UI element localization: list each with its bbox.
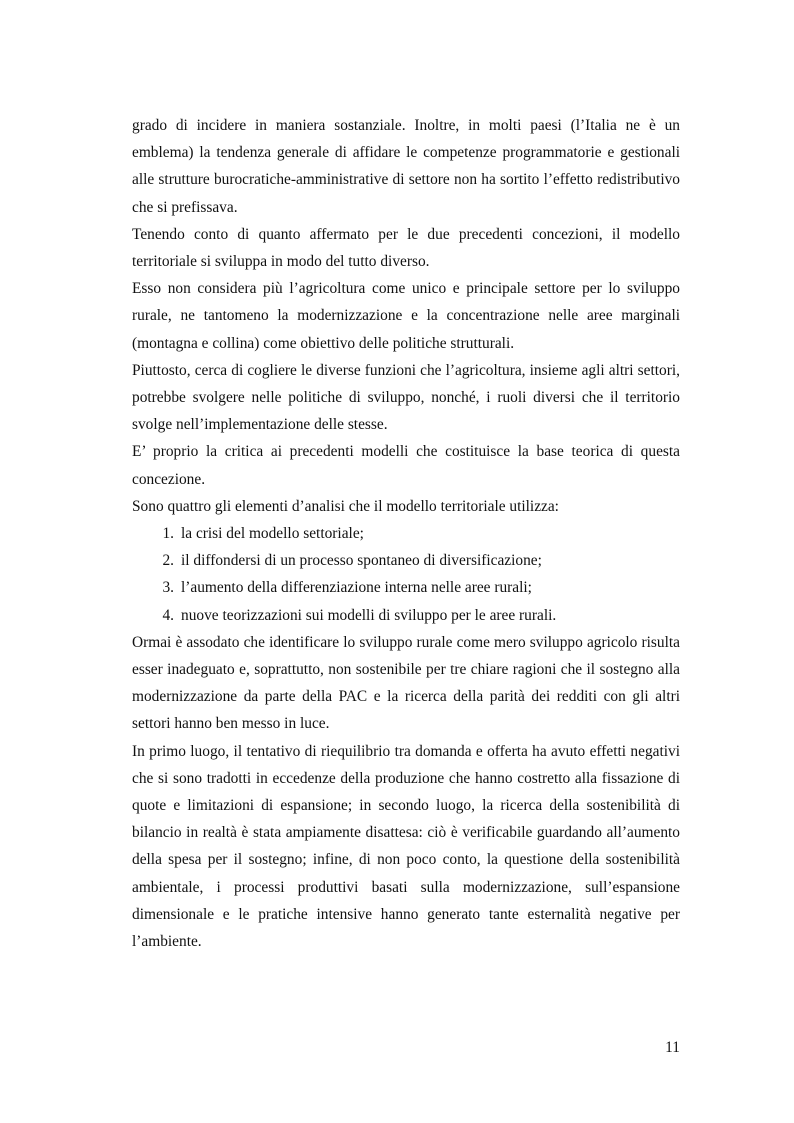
list-item-text: nuove teorizzazioni sui modelli di sviluppo per le aree rurali. [181,606,557,624]
list-item [132,602,680,629]
paragraph: E’ proprio la critica ai precedenti modelli che costituisce la base teorica di questa concezione. [132,443,680,488]
list-item [132,520,680,547]
list-number: 3. [162,579,174,597]
body-text [132,112,680,955]
list-number: 4. [162,606,174,624]
paragraph: Tenendo conto di quanto affermato per le due precedenti concezioni, il modello territoriale si sviluppa in modo del tutto diverso. [132,225,680,271]
list-number: 2. [162,552,174,570]
list-item-text: la crisi del modello settoriale; [181,525,364,543]
list-item [132,547,680,574]
paragraph: Ormai è assodato che identificare lo sviluppo rurale come mero sviluppo agricolo risulta esser inadeguato e, soprattutto, non sostenibile per tre chiare ragioni che il sostegno alla modernizzazione da parte della PAC e la ricerca della parità dei redditi con gli altri settori hanno ben messo in luce. [132,633,680,733]
paragraph: grado di incidere in maniera sostanziale. Inoltre, in molti paesi (l’Italia ne è un emblema) la tendenza generale di affidare le competenze programmatorie e gestionali alle strutture burocratiche-amministrative di settore non ha sortito l’effetto redistributivo che si prefissava. [132,117,680,216]
paragraph: Sono quattro gli elementi d’analisi che il modello territoriale utilizza: [132,497,559,515]
list-item-text: l’aumento della differenziazione interna nelle aree rurali; [181,579,532,597]
paragraph: In primo luogo, il tentativo di riequilibrio tra domanda e offerta ha avuto effetti negativi che si sono tradotti in eccedenze della produzione che hanno costretto alla fissazione di quote e limitazioni di espansione; in secondo luogo, la ricerca della sostenibilità di bilancio in realtà è stata ampiamente disattesa: ciò è verificabile guardando all’aumento della spesa per il sostegno; infine, di non poco conto, la questione della sostenibilità ambientale, i processi produttivi basati sulla modernizzazione, sull’espansione dimensionale e le pratiche intensive hanno generato tante esternalità negative per l’ambiente. [132,742,680,951]
list-item-text: il diffondersi di un processo spontaneo di diversificazione; [181,552,542,570]
page-number: 11 [665,1039,680,1056]
list-number: 1. [162,525,174,543]
paragraph: Esso non considera più l’agricoltura come unico e principale settore per lo sviluppo rurale, ne tantomeno la modernizzazione e la concentrazione nelle aree marginali (montagna e collina) come obiettivo delle politiche strutturali. [132,280,680,352]
list-item [132,574,680,601]
numbered-list [132,520,680,629]
paragraph: Piuttosto, cerca di cogliere le diverse funzioni che l’agricoltura, insieme agli altri settori, potrebbe svolgere nelle politiche di sviluppo, nonché, i ruoli diversi che il territorio svolge nell’implementazione delle stesse. [132,361,680,434]
